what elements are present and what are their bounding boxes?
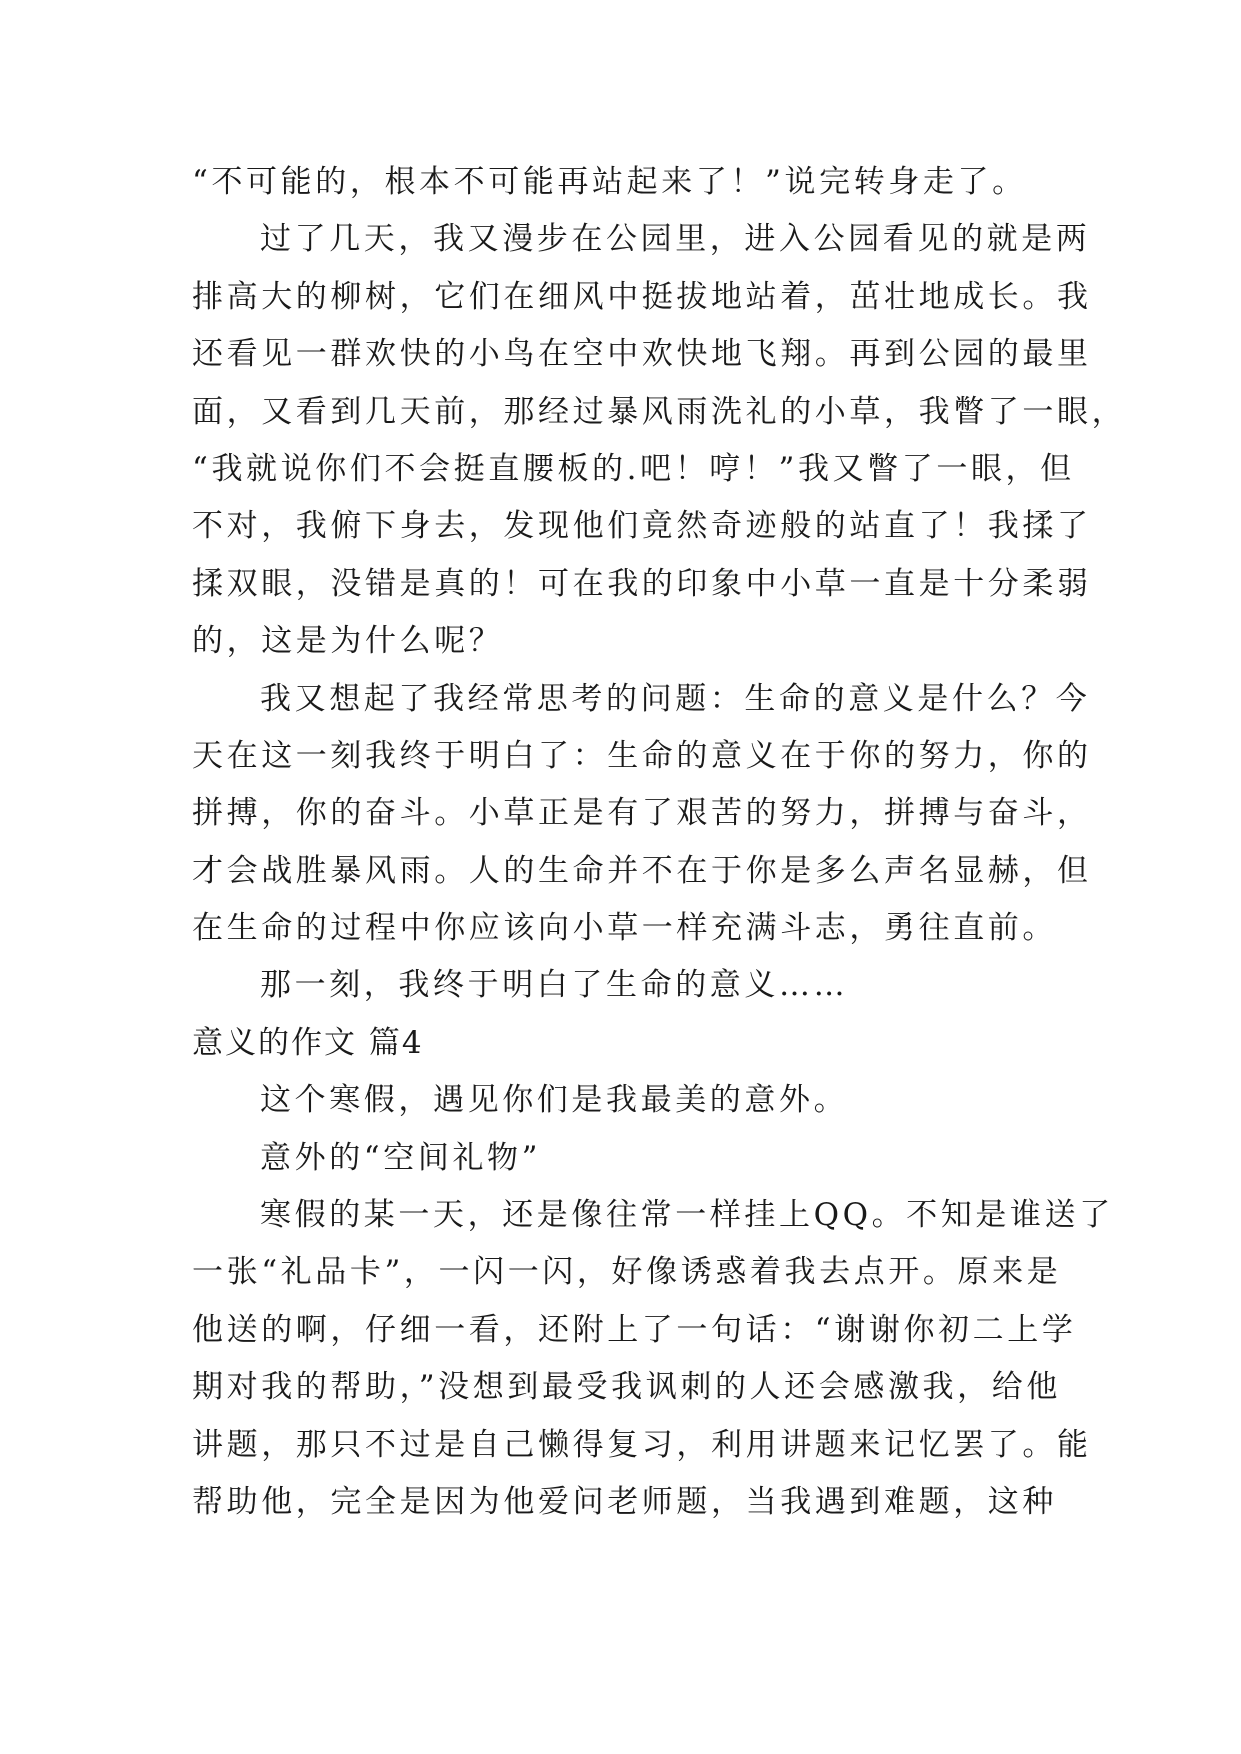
text-line: 一张“礼品卡”，一闪一闪，好像诱惑着我去点开。原来是: [192, 1254, 1062, 1291]
text-line: 讲题，那只不过是自己懒得复习，利用讲题来记忆罢了。能: [192, 1426, 1092, 1463]
text-line: 的，这是为什么呢？: [192, 623, 504, 660]
paragraph-first-line: 这个寒假，遇见你们是我最美的意外。: [260, 1082, 849, 1119]
paragraph-first-line: 我又想起了我经常思考的问题：生命的意义是什么？今: [260, 680, 1091, 717]
text-line: “不可能的，根本不可能再站起来了！”说完转身走了。: [192, 164, 1027, 200]
text-line: 排高大的柳树，它们在细风中挺拔地站着，茁壮地成长。我: [192, 278, 1092, 315]
text-line: “我就说你们不会挺直腰板的.吧！哼！”我又瞥了一眼，但: [192, 450, 1075, 487]
text-line: 在生命的过程中你应该向小草一样充满斗志，勇往直前。: [192, 910, 1057, 947]
text-line: 拼搏，你的奋斗。小草正是有了艰苦的努力，拼搏与奋斗，: [192, 795, 1092, 832]
essay-text: [192, 154, 1127, 1531]
text-line: 揉双眼，没错是真的！可在我的印象中小草一直是十分柔弱: [192, 565, 1092, 602]
text-line: 不对，我俯下身去，发现他们竟然奇迹般的站直了！我揉了: [192, 508, 1092, 545]
text-line: 还看见一群欢快的小鸟在空中欢快地飞翔。再到公园的最里: [192, 336, 1092, 373]
text-line: 面，又看到几天前，那经过暴风雨洗礼的小草，我瞥了一眼，: [192, 393, 1127, 430]
paragraph-first-line: 意外的“空间礼物”: [260, 1139, 542, 1176]
text-line: 天在这一刻我终于明白了：生命的意义在于你的努力，你的: [192, 737, 1092, 774]
text-line: 才会战胜暴风雨。人的生命并不在于你是多么声名显赫，但: [192, 852, 1092, 889]
text-line: 帮助他，完全是因为他爱问老师题，当我遇到难题，这种: [192, 1483, 1057, 1520]
text-line: 期对我的帮助，”没想到最受我讽刺的人还会感激我，给他: [192, 1369, 1061, 1406]
section-heading: 意义的作文 篇4: [192, 1024, 424, 1061]
paragraph-first-line: 那一刻，我终于明白了生命的意义……: [260, 967, 849, 1004]
paragraph-first-line: 过了几天，我又漫步在公园里，进入公园看见的就是两: [260, 221, 1091, 258]
paragraph-first-line: 寒假的某一天，还是像往常一样挂上QQ。不知是谁送了: [260, 1197, 1114, 1234]
text-line: 他送的啊，仔细一看，还附上了一句话：“谢谢你初二上学: [192, 1311, 1077, 1348]
